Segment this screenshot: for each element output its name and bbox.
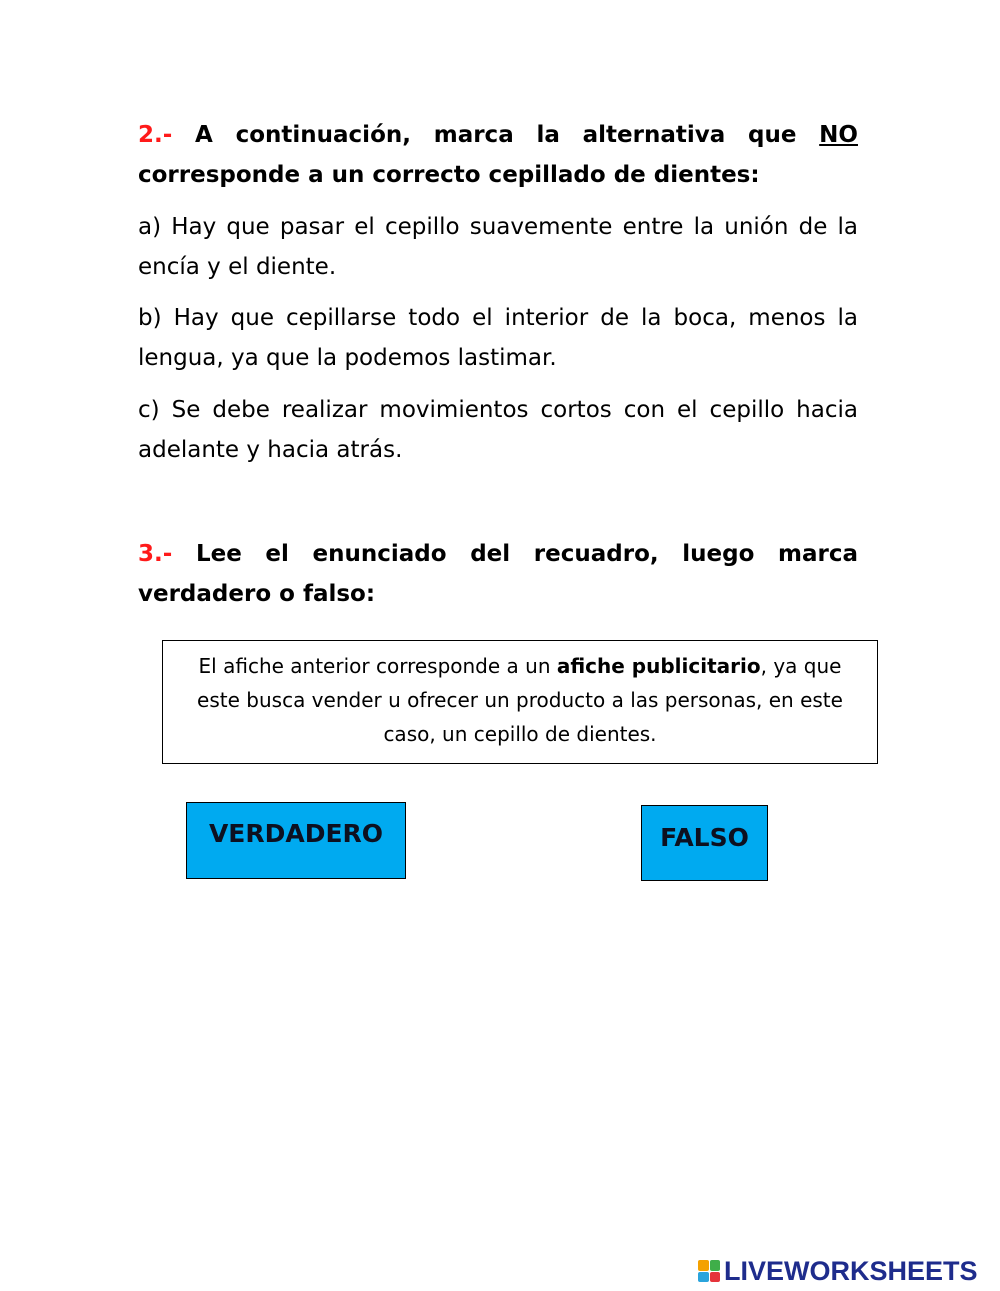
- question-3-number: 3.-: [138, 541, 173, 567]
- statement-text-after: , ya que este busca vender u ofrecer un producto a las personas, en este caso, un cepillo de dientes.: [197, 654, 843, 746]
- statement-box: [162, 640, 878, 764]
- question-2-text-before: A continuación, marca la alternativa que: [195, 122, 797, 148]
- question-2-title: [138, 115, 858, 195]
- question-3-text: Lee el enunciado del recuadro, luego marca verdadero o falso:: [138, 541, 858, 607]
- option-b[interactable]: b) Hay que cepillarse todo el interior de la boca, menos la lengua, ya que la podemos lastimar.: [138, 305, 858, 371]
- answer-true-button[interactable]: VERDADERO: [186, 802, 406, 879]
- liveworksheets-logo: [698, 1256, 978, 1286]
- option-a[interactable]: a) Hay que pasar el cepillo suavemente entre la unión de la encía y el diente.: [138, 214, 858, 280]
- option-c[interactable]: c) Se debe realizar movimientos cortos con el cepillo hacia adelante y hacia atrás.: [138, 397, 858, 463]
- brand-name: LIVEWORKSHEETS: [724, 1255, 978, 1286]
- statement-text-before: El afiche anterior corresponde a un: [198, 654, 551, 678]
- answer-false-button[interactable]: FALSO: [641, 805, 768, 881]
- question-2-emphasis: NO: [819, 122, 858, 148]
- statement-bold-term: afiche publicitario: [556, 654, 761, 678]
- logo-blocks-icon: [698, 1260, 720, 1282]
- question-3-title: [138, 534, 858, 614]
- question-2-number: 2.-: [138, 122, 173, 148]
- question-2-text-after: corresponde a un correcto cepillado de dientes:: [138, 162, 760, 188]
